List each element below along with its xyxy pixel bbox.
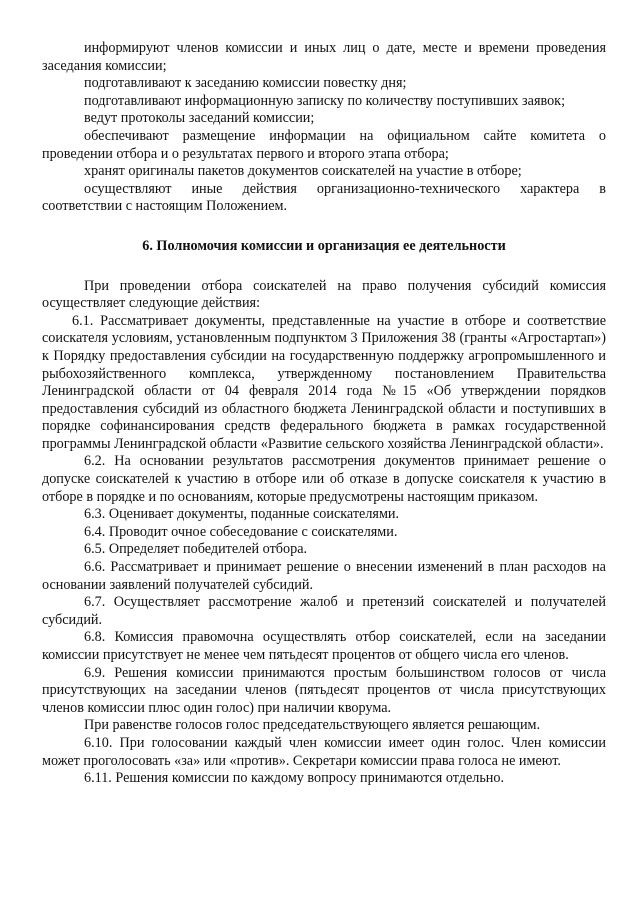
item-6-1: 6.1. Рассматривает документы, представленные на участие в отборе и соответствие соискателя условиям, установленным подпунктом 3 Приложения 38 (гранты «Агростартап») к Порядку предоставления субсидии на государственную поддержку агропромышленного и рыбохозяйственного комплекса, утвержденному постановлением Правительства Ленинградской области от 04 февраля 2014 года №15 «Об утверждении порядков предоставления субсидий из областного бюджета Ленинградской области и поступивших в порядке софинансирования средств федерального бюджета в рамках государственной программы Ленинградской области «Развитие сельского хозяйства Ленинградской области».: [42, 312, 606, 452]
item-6-3: 6.3. Оценивает документы, поданные соискателями.: [84, 506, 400, 523]
item-6-8: 6.8. Комиссия правомочна осуществлять отбор соискателей, если на заседании комиссии присутствует не менее чем пятьдесят процентов от общего числа его членов.: [42, 629, 606, 663]
tie-vote-rule: При равенстве голосов голос председательствующего является решающим.: [84, 717, 541, 734]
item-6-2: 6.2. На основании результатов рассмотрения документов принимает решение о допуске соискателей к участию в отборе или об отказе в допуске соискателя к участию в отборе в порядке и по основаниям, которые предусмотрены настоящим приказом.: [42, 453, 606, 505]
duty-item-2: подготавливают к заседанию комиссии повестку дня;: [84, 75, 407, 92]
duty-item-7: осуществляют иные действия организационно-технического характера в соответствии с настоящим Положением.: [42, 180, 606, 215]
item-6-7: 6.7. Осуществляет рассмотрение жалоб и претензий соискателей и получателей субсидий.: [42, 594, 606, 628]
item-6-6: 6.6. Рассматривает и принимает решение о внесении изменений в план расходов на основании заявлений получателей субсидий.: [42, 559, 606, 593]
item-6-4: 6.4. Проводит очное собеседование с соискателями.: [84, 523, 398, 540]
item-6-9: 6.9. Решения комиссии принимаются простым большинством голосов от числа присутствующих на заседании членов (пятьдесят процентов от числа присутствующих членов комиссии плюс один голос) при наличии кворума.: [42, 664, 606, 716]
item-6-11: 6.11. Решения комиссии по каждому вопросу принимаются отдельно.: [84, 770, 505, 787]
item-6-10: 6.10. При голосовании каждый член комиссии имеет один голос. Член комиссии может проголосовать «за» или «против». Секретари комиссии права голоса не имеют.: [42, 734, 606, 769]
item-6-5: 6.5. Определяет победителей отбора.: [84, 541, 308, 558]
duty-item-1: информируют членов комиссии и иных лиц о дате, месте и времени проведения заседания комиссии;: [42, 40, 606, 74]
section-heading: 6. Полномочия комиссии и организация ее деятельности: [142, 237, 506, 254]
duty-item-6: хранят оригиналы пакетов документов соискателей на участие в отборе;: [84, 163, 522, 180]
section-intro: При проведении отбора соискателей на право получения субсидий комиссия осуществляет следующие действия:: [42, 277, 606, 312]
duty-item-5: обеспечивают размещение информации на официальном сайте комитета о проведении отбора и о результатах первого и второго этапа отбора;: [42, 127, 606, 162]
duty-item-4: ведут протоколы заседаний комиссии;: [84, 110, 315, 127]
duty-item-3: подготавливают информационную записку по количеству поступивших заявок;: [84, 92, 566, 109]
